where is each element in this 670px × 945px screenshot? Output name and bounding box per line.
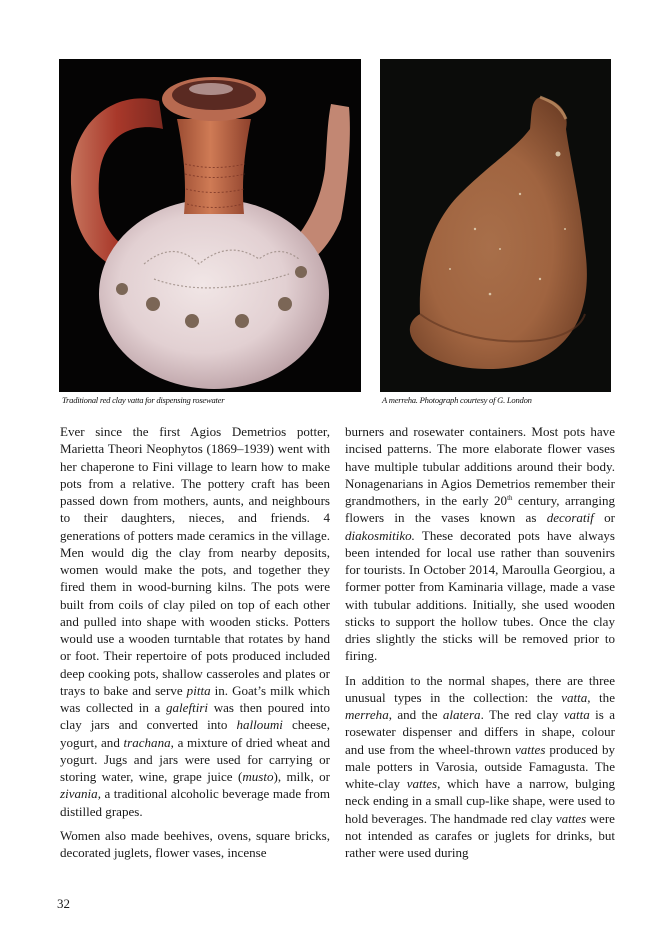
term-pitta: pitta (186, 682, 211, 698)
text-run: produced by male potters in Varosia, outside Famagusta. The white-clay (345, 741, 615, 791)
text-run: , the (587, 689, 615, 705)
term-vatta: vatta (561, 689, 588, 705)
term-alatera: alatera (442, 707, 481, 722)
text-run: were not intended as carafes or juglets for drinks, but rather were used during (345, 810, 615, 860)
merreha-illustration (380, 59, 611, 392)
page-number: 32 (57, 896, 70, 911)
term-merreha: merreha (345, 707, 389, 722)
term-vattes: vattes (514, 741, 546, 757)
text-run: . The red clay (480, 707, 564, 722)
term-vatta: vatta (563, 707, 590, 722)
merreha-body (410, 97, 587, 369)
vatta-neck (177, 119, 251, 214)
figure-caption-merreha: A merreha. Photograph courtesy of G. London (382, 395, 532, 405)
photo-vatta (59, 59, 361, 392)
term-trachana: trachana (123, 734, 171, 750)
vatta-illustration (59, 59, 361, 392)
text-run: , and the (388, 707, 443, 722)
text-run: ), milk, or (273, 769, 331, 784)
text-run: Ever since the first Agios Demetrios potter, Marietta Theori Neophytos (1869–1939) went with her chaperone to Fini village to learn how to make pots from a relative. The pottery craft has been passed down from mothers, aunts, and neighbours to their daughters, nieces, and friends. 4 generations of potters made ceramics in the village. Men would dig the clay from nearby deposits, women would make the pots, and together they fired them in wood-burning kilns. The pots were built from coils of clay piled on top of each other and pulled into shape with wooden sticks. Potters would use a wooden turntable that rotates by hand or foot. Their repertoire of pots produced included deep cooking pots, shallow casseroles and plates or trays to bake and serve (60, 424, 330, 698)
term-zivania: zivania, (60, 786, 101, 802)
text-column-left (60, 423, 330, 868)
term-decoratif: decoratif (546, 510, 594, 526)
term-vattes: vattes (406, 776, 438, 791)
text-run: cheese, yogurt, and (60, 717, 330, 750)
term-musto: musto (242, 769, 274, 784)
text-run: is a rosewater dispenser and differs in shape, colour and use from the wheel-thrown (345, 707, 616, 757)
paragraph-other-items: Women also made beehives, ovens, square bricks, decorated juglets, flower vases, incense (60, 827, 330, 860)
paragraph-unusual-types (345, 672, 615, 862)
paragraph-decorated-vases (345, 423, 615, 665)
text-run: , which have a narrow, bulging neck ending in a small cup-like shape, were used to hold beverages. The handmade red clay (345, 776, 616, 826)
paragraph-pottery-history (60, 423, 330, 820)
text-run: in. Goat’s milk which was collected in a (60, 682, 331, 715)
figure-caption-vatta: Traditional red clay vatta for dispensing rosewater (62, 395, 225, 405)
text-run: century, arranging flowers in the vases known as (345, 493, 615, 526)
term-galeftiri: galeftiri (166, 700, 209, 715)
text-run: was then poured into clay jars and converted into (60, 700, 330, 733)
text-run: or (593, 510, 615, 526)
text-run: These decorated pots have always been intended for local use rather than souvenirs for tourists. In October 2014, Maroulla Georgiou, a former potter from Kaminaria village, made a vase with tubular additions. Initially, she used wooden sticks to support the hollow tubes. Once the clay dries slightly the sticks will be removed prior to firing. (345, 527, 615, 664)
superscript-ordinal: th (507, 494, 513, 502)
text-run: burners and rosewater containers. Most pots have incised patterns. The more elaborate flower vases have multiple tubular additions around their body. Nonagenarians in Agios Demetrios remember their grandmothers, in the early 20 (345, 424, 615, 508)
text-run: , a mixture of dried wheat and yogurt. Jugs and jars were used for carrying or storing water, wine, grape juice ( (60, 734, 330, 784)
text-column-right (345, 423, 615, 868)
term-diakosmitiko: diakosmitiko. (345, 527, 415, 543)
vatta-body (99, 199, 329, 389)
text-run: a traditional alcoholic beverage made from distilled grapes. (60, 786, 330, 819)
text-run: In addition to the normal shapes, there are three unusual types in the collection: the (345, 672, 615, 705)
photo-merreha (380, 59, 611, 392)
term-vattes: vattes (555, 810, 587, 826)
term-halloumi: halloumi (236, 717, 283, 733)
